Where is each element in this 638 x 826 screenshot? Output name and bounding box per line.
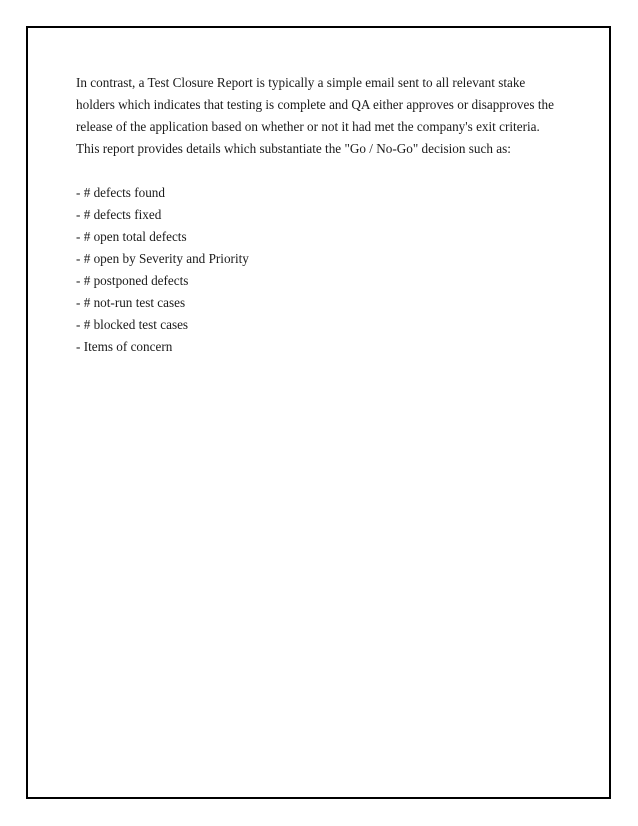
list-item: - # open total defects — [76, 229, 187, 244]
paragraph-spacer — [76, 160, 576, 182]
list-item: - # defects fixed — [76, 207, 162, 222]
intro-line: release of the application based on whether or not it had met the company's exit criteria. — [76, 119, 540, 134]
list-item: - # postponed defects — [76, 273, 189, 288]
list-item: - # open by Severity and Priority — [76, 251, 249, 266]
document-body — [76, 72, 576, 358]
intro-line: holders which indicates that testing is complete and QA either approves or disapproves the — [76, 97, 554, 112]
list-item: - # defects found — [76, 185, 165, 200]
list-item: - # blocked test cases — [76, 317, 189, 332]
list-item: - Items of concern — [76, 339, 173, 354]
list-item: - # not-run test cases — [76, 295, 186, 310]
intro-line: In contrast, a Test Closure Report is typically a simple email sent to all relevant stake — [76, 75, 526, 90]
criteria-list — [76, 182, 576, 358]
intro-line: This report provides details which substantiate the "Go / No-Go" decision such as: — [76, 141, 511, 156]
intro-paragraph — [76, 72, 576, 160]
